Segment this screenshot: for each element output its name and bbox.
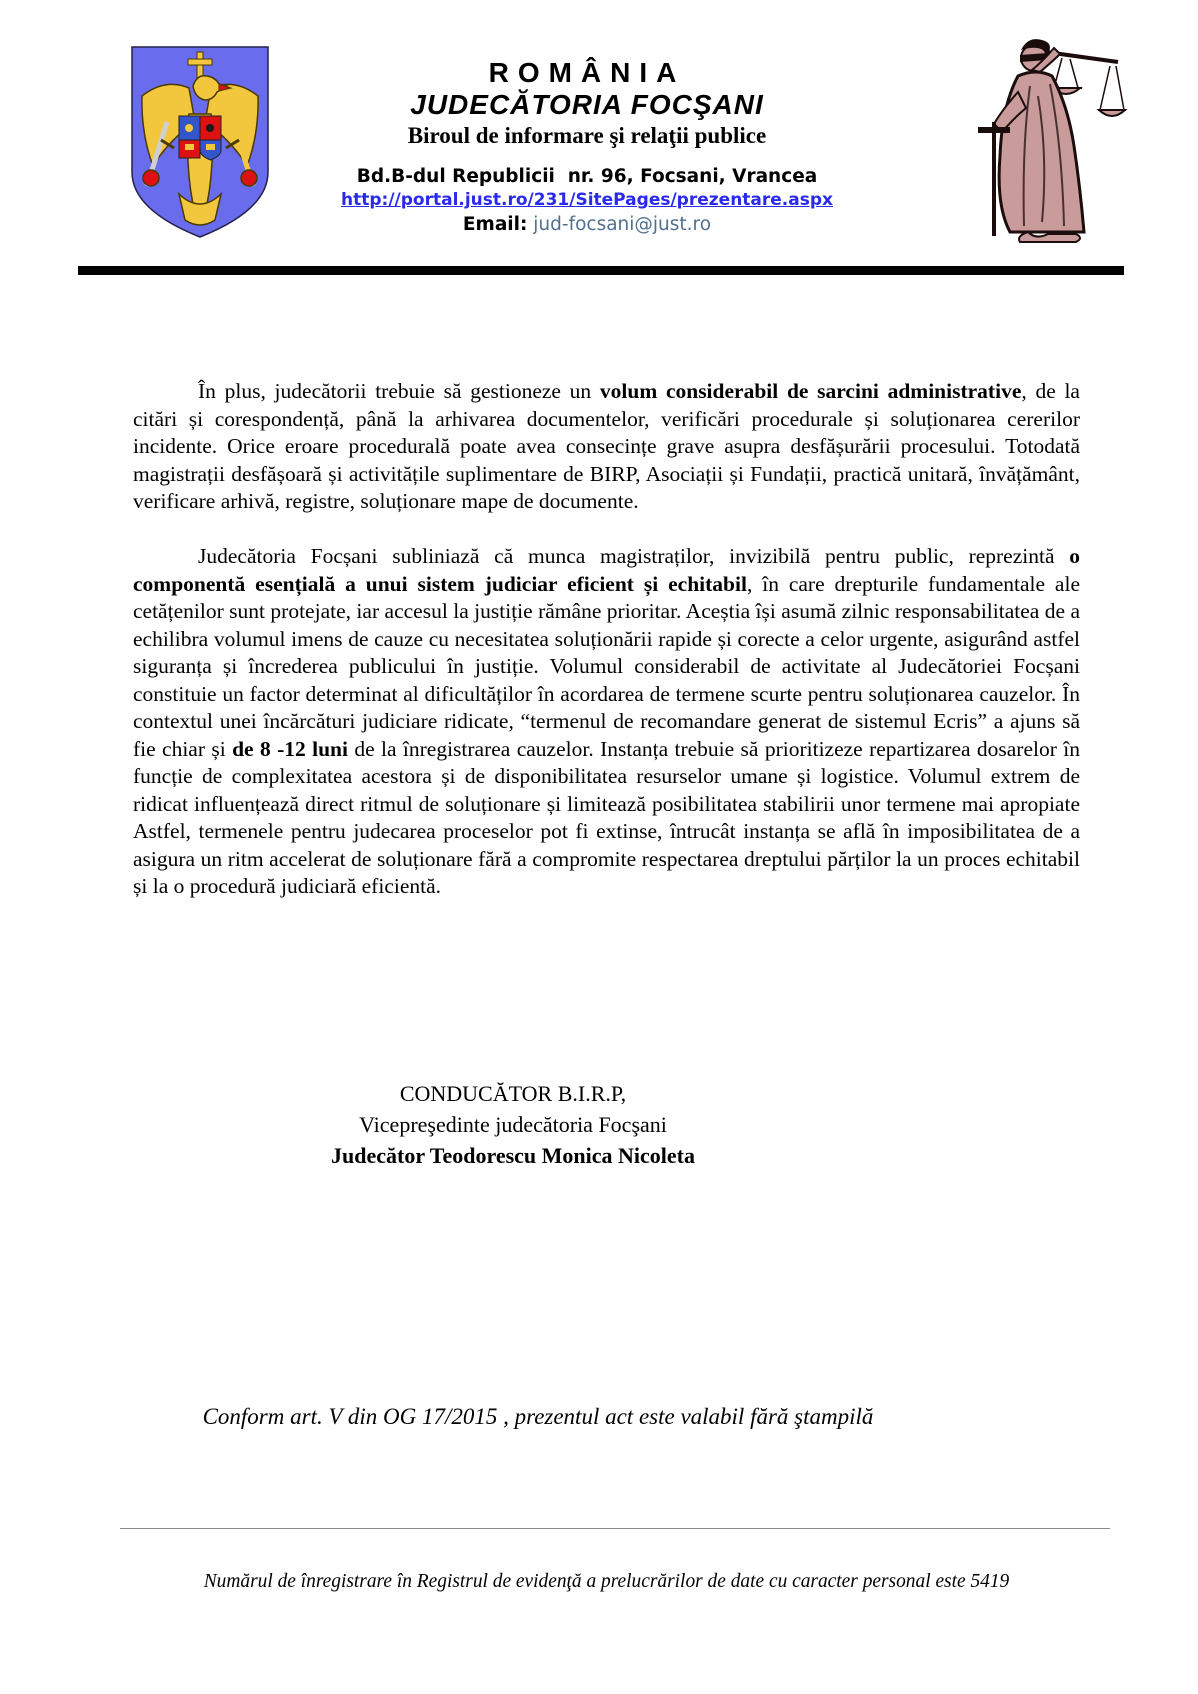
email-label: Email: xyxy=(462,214,528,235)
letterhead xyxy=(292,56,882,238)
institution-title: JUDECĂTORIA FOCŞANI xyxy=(410,89,764,120)
paragraph-2: Judecătoria Focșani subliniază că munca magistraților, invizibilă pentru public, reprezintă o componentă esențială a unui sistem judiciar eficient și echitabil, în care drepturile fundamentale ale cetățenilor sunt protejate, iar accesul la justiție rămâne prioritar. Aceștia își asumă zilnic responsabilitatea de a echilibra volumul imens de cauze cu necesitatea soluționării rapide și corecte a celor urgente, asigurând astfel siguranța și încrederea publicului în justiție. Volumul considerabil de activitate al Judecătoriei Focșani constituie un factor determinat al dificultăților în acordarea de termene scurte pentru soluționarea cauzelor. În contextul unei încărcături judiciare ridicate, “termenul de recomandare generat de sistemul Ecris” a ajuns să fie chiar și de 8 -12 luni de la înregistrarea cauzelor. Instanța trebuie să prioritizeze repartizarea dosarelor în funcție de complexitatea acestora și de disponibilitatea resurselor umane și logistice. Volumul extrem de ridicat influențează direct ritmul de soluționare și limitează posibilitatea stabilirii unor termene mai apropiate Astfel, termenele pentru judecarea proceselor pot fi extinse, întrucât instanța se află în imposibilitatea de a asigura un ritm accelerat de soluționare fără a compromite respectarea dreptului părților la un proces echitabil și la o procedură judiciară eficientă. xyxy=(133,544,1080,898)
coat-of-arms-icon xyxy=(127,44,273,240)
lady-justice-graphic xyxy=(958,26,1130,248)
letter-body xyxy=(133,378,1080,928)
address-line: Bd.B-dul Republicii nr. 96, Focsani, Vrancea xyxy=(356,166,818,187)
email-row xyxy=(292,211,882,238)
registration-note: Numărul de înregistrare în Registrul de evidenţă a prelucrărilor de date cu caracter personal este 5419 xyxy=(203,1570,1010,1592)
signature-title: CONDUCĂTOR B.I.R.P, xyxy=(399,1081,627,1106)
lady-justice-icon xyxy=(958,26,1130,248)
signature-role: Vicepreşedinte judecătoria Focşani xyxy=(359,1112,667,1137)
office-subtitle: Biroul de informare şi relaţii publice xyxy=(407,123,767,148)
romania-shield-graphic xyxy=(127,44,273,240)
footer-divider xyxy=(120,1528,1110,1529)
portal-link[interactable]: http://portal.just.ro/231/SitePages/prezentare.aspx xyxy=(341,190,833,210)
signature-block xyxy=(133,1078,893,1171)
stamp-validity-note: Conform art. V din OG 17/2015 , prezentul act este valabil fără ştampilă xyxy=(202,1404,874,1429)
signature-name: Judecător Teodorescu Monica Nicoleta xyxy=(331,1143,695,1168)
header-divider xyxy=(78,266,1124,275)
country-title: ROMÂNIA xyxy=(488,57,686,88)
email-link[interactable]: jud-focsani@just.ro xyxy=(533,214,712,235)
paragraph-1: În plus, judecătorii trebuie să gestioneze un volum considerabil de sarcini administrative, de la citări și corespondență, până la arhivarea documentelor, verificări procedurale și soluționarea cererilor incidente. Orice eroare procedurală poate avea consecințe grave asupra desfășurării procesului. Totodată magistrații desfășoară și activitățile suplimentare de BIRP, Asociații și Fundații, practică unitară, învățământ, verificare arhivă, registre, soluționare mape de documente. xyxy=(133,379,1080,513)
